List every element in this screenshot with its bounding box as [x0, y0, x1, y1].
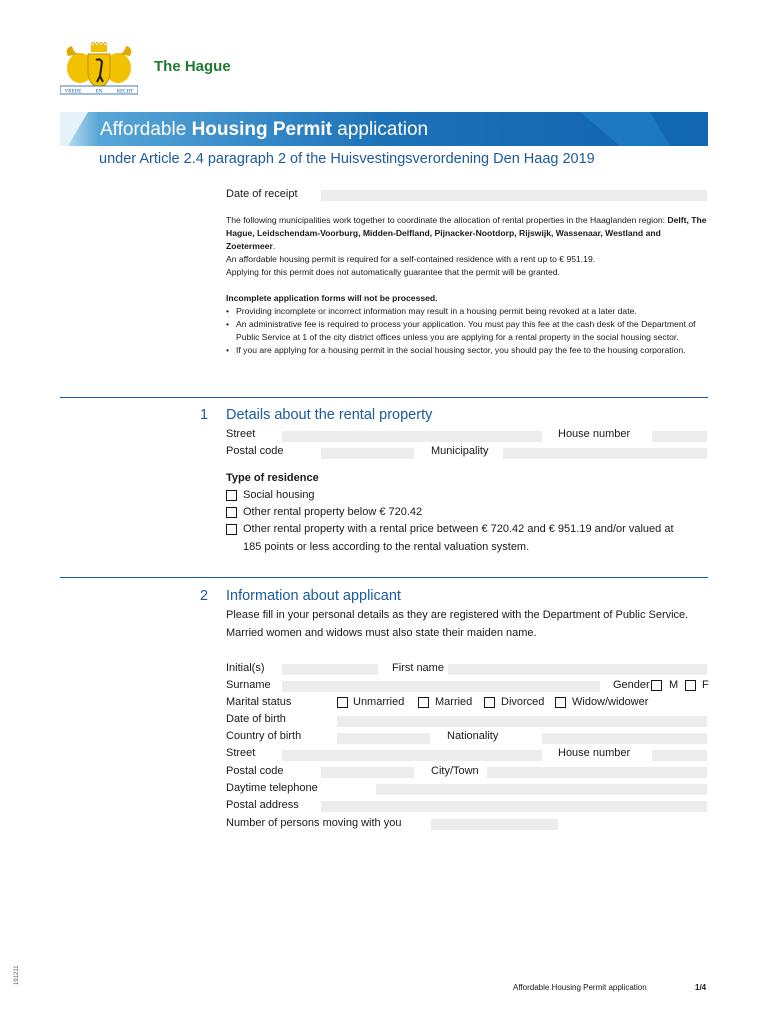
- section-2-divider: [60, 577, 708, 578]
- gender-m-label: M: [669, 679, 679, 691]
- logo-motto-1: VREDE: [64, 89, 82, 95]
- property-municipality-label: Municipality: [431, 445, 489, 457]
- gender-f-checkbox[interactable]: [685, 680, 696, 691]
- applicant-postal-code-field[interactable]: [321, 767, 414, 778]
- other-rental-below-label: Other rental property below € 720.42: [243, 506, 423, 518]
- divorced-checkbox[interactable]: [484, 697, 495, 708]
- logo-motto-3: RECHT: [116, 89, 134, 95]
- divorced-label: Divorced: [501, 696, 545, 708]
- page-subtitle: under Article 2.4 paragraph 2 of the Huisvestingsverordening Den Haag 2019: [99, 151, 595, 167]
- persons-moving-field[interactable]: [431, 819, 558, 830]
- city-town-label: City/Town: [431, 765, 479, 777]
- social-housing-checkbox[interactable]: [226, 490, 237, 501]
- section-1-number: 1: [200, 407, 209, 423]
- intro-municipalities: The following municipalities work together to coordinate the allocation of rental properties in the Haaglanden region: Delft, The Hague, Leidschendam-Voorburg, Midden-Delfland, Pijnacker-Nootdorp, Rijswijk, Wassenaar, Westland and Zoetermeer.: [226, 215, 707, 251]
- other-rental-below-checkbox[interactable]: [226, 507, 237, 518]
- surname-label: Surname: [226, 679, 271, 691]
- intro-permit-required: An affordable housing permit is required for a self-contained residence with a rent up to € 951.19.: [226, 254, 596, 264]
- marital-status-label: Marital status: [226, 696, 292, 708]
- postal-address-label: Postal address: [226, 799, 299, 811]
- country-of-birth-label: Country of birth: [226, 730, 302, 742]
- gender-m-checkbox[interactable]: [651, 680, 662, 691]
- date-of-birth-label: Date of birth: [226, 713, 286, 725]
- logo-motto-2: EN: [95, 89, 103, 95]
- gender-label: Gender: [613, 679, 650, 691]
- incomplete-heading: Incomplete application forms will not be processed.: [226, 293, 438, 303]
- page-title: Affordable Housing Permit application: [100, 119, 429, 140]
- nationality-field[interactable]: [542, 733, 707, 744]
- widow-label: Widow/widower: [572, 696, 649, 708]
- date-of-receipt-label: Date of receipt: [226, 188, 298, 200]
- applicant-intro-1: Please fill in your personal details as they are registered with the Department of Public Service.: [226, 609, 689, 621]
- list-item: • Providing incomplete or incorrect information may result in a housing permit being revoked at a later date.: [226, 305, 706, 318]
- first-name-field[interactable]: [448, 664, 707, 675]
- section-2-number: 2: [200, 588, 209, 604]
- date-of-receipt-field[interactable]: [321, 190, 707, 201]
- daytime-telephone-label: Daytime telephone: [226, 782, 318, 794]
- section-2-title: Information about applicant: [226, 588, 401, 604]
- property-postal-code-field[interactable]: [321, 448, 414, 459]
- list-item: • An administrative fee is required to process your application. You must pay this fee at the cash desk of the Department of Public Service at 1 of the city district offices unless you are applying for a rental property in the social housing sector.: [226, 318, 706, 344]
- applicant-postal-code-label: Postal code: [226, 765, 284, 777]
- property-house-number-label: House number: [558, 428, 631, 440]
- surname-field[interactable]: [282, 681, 600, 692]
- initials-field[interactable]: [282, 664, 378, 675]
- married-label: Married: [435, 696, 473, 708]
- applicant-house-number-field[interactable]: [652, 750, 707, 761]
- applicant-intro-2: Married women and widows must also state their maiden name.: [226, 627, 537, 639]
- applicant-street-label: Street: [226, 747, 256, 759]
- social-housing-label: Social housing: [243, 489, 315, 501]
- postal-address-field[interactable]: [321, 801, 707, 812]
- widow-checkbox[interactable]: [555, 697, 566, 708]
- unmarried-label: Unmarried: [353, 696, 405, 708]
- city-coat-of-arms-logo: [60, 42, 138, 96]
- type-of-residence-heading: Type of residence: [226, 472, 319, 484]
- section-1-divider: [60, 397, 708, 398]
- first-name-label: First name: [392, 662, 444, 674]
- property-street-field[interactable]: [282, 431, 542, 442]
- intro-bullets: [226, 305, 706, 357]
- city-name: The Hague: [154, 58, 231, 75]
- nationality-label: Nationality: [447, 730, 499, 742]
- married-checkbox[interactable]: [418, 697, 429, 708]
- daytime-telephone-field[interactable]: [376, 784, 707, 795]
- section-1-title: Details about the rental property: [226, 407, 433, 423]
- property-street-label: Street: [226, 428, 256, 440]
- property-postal-code-label: Postal code: [226, 445, 284, 457]
- applicant-house-number-label: House number: [558, 747, 631, 759]
- list-item: • If you are applying for a housing permit in the social housing sector, you should pay the fee to the housing corporation.: [226, 344, 706, 357]
- persons-moving-label: Number of persons moving with you: [226, 817, 402, 829]
- other-rental-between-label-line2: 185 points or less according to the rental valuation system.: [243, 541, 530, 553]
- city-town-field[interactable]: [487, 767, 707, 778]
- property-municipality-field[interactable]: [503, 448, 707, 459]
- footer-title: Affordable Housing Permit application: [513, 983, 647, 992]
- initials-label: Initial(s): [226, 662, 265, 674]
- property-house-number-field[interactable]: [652, 431, 707, 442]
- applicant-street-field[interactable]: [282, 750, 542, 761]
- document-code: 191211: [14, 965, 20, 985]
- other-rental-between-checkbox[interactable]: [226, 524, 237, 535]
- title-band: [60, 112, 708, 146]
- gender-f-label: F: [702, 679, 709, 691]
- other-rental-between-label: Other rental property with a rental price between € 720.42 and € 951.19 and/or valued at: [243, 523, 674, 535]
- date-of-birth-field[interactable]: [337, 716, 707, 727]
- page-number: 1/4: [695, 983, 707, 992]
- intro-no-guarantee: Applying for this permit does not automatically guarantee that the permit will be granted.: [226, 267, 560, 277]
- unmarried-checkbox[interactable]: [337, 697, 348, 708]
- country-of-birth-field[interactable]: [337, 733, 430, 744]
